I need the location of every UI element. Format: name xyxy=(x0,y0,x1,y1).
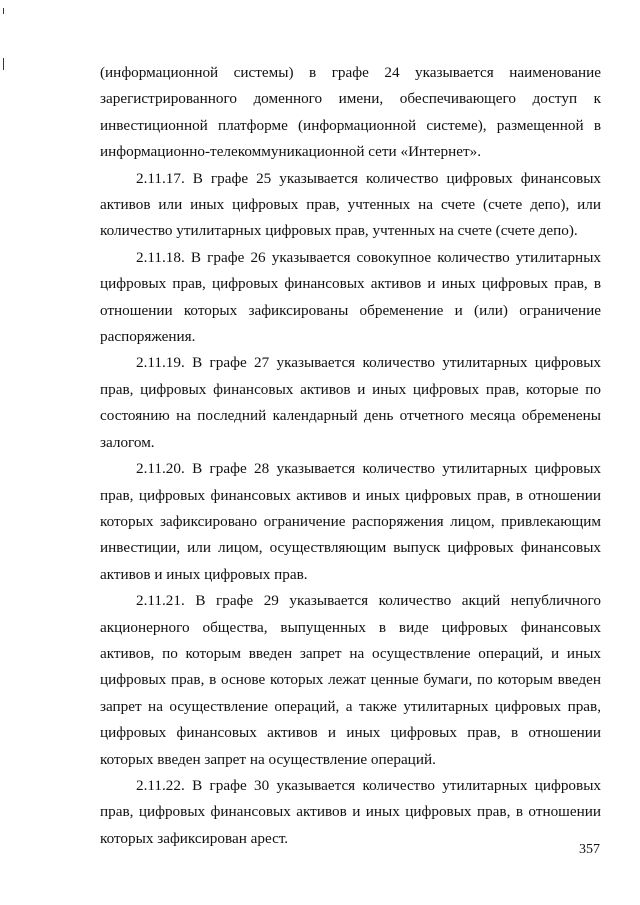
paragraph-continuation: (информационной системы) в графе 24 указывается наименование зарегистрированного доменного имени, обеспечивающего доступ к инвестиционной платформе (информационной системе), размещенной в информационно-телекоммуникационной сети «Интернет». xyxy=(100,64,601,161)
paragraph-2-11-22: 2.11.22. В графе 30 указывается количество утилитарных цифровых прав, цифровых финансовых активов и иных цифровых прав, в отношении которых зафиксирован арест. xyxy=(100,776,601,847)
page-number: 357 xyxy=(579,842,600,857)
margin-mark xyxy=(3,8,4,14)
paragraph-2-11-17: 2.11.17. В графе 25 указывается количество цифровых финансовых активов или иных цифровых прав, учтенных на счете (счете депо), или количество утилитарных цифровых прав, учтенных на счете (счете депо). xyxy=(100,169,601,240)
document-body xyxy=(100,60,601,852)
paragraph-2-11-20: 2.11.20. В графе 28 указывается количество утилитарных цифровых прав, цифровых финансовых активов и иных цифровых прав, в отношении которых зафиксировано ограничение распоряжения лицом, привлекающим инвестиции, или лицом, осуществляющим выпуск цифровых финансовых активов и иных цифровых прав. xyxy=(100,460,601,583)
paragraph-2-11-19: 2.11.19. В графе 27 указывается количество утилитарных цифровых прав, цифровых финансовых активов и иных цифровых прав, которые по состоянию на последний календарный день отчетного месяца обременены залогом. xyxy=(100,354,601,451)
paragraph-2-11-18: 2.11.18. В графе 26 указывается совокупное количество утилитарных цифровых прав, цифровых финансовых активов и иных цифровых прав, в отношении которых зафиксированы обременение и (или) ограничение распоряжения. xyxy=(100,248,601,346)
margin-mark xyxy=(3,58,4,70)
paragraph-2-11-21: 2.11.21. В графе 29 указывается количество акций непубличного акционерного общества, выпущенных в виде цифровых финансовых активов, по которым введен запрет на осуществление операций, и иных цифровых прав, в основе которых лежат ценные бумаги, по которым введен запрет на осуществление операций, а также утилитарных цифровых прав, цифровых финансовых активов и иных цифровых прав, в отношении которых введен запрет на осуществление операций. xyxy=(100,592,601,768)
